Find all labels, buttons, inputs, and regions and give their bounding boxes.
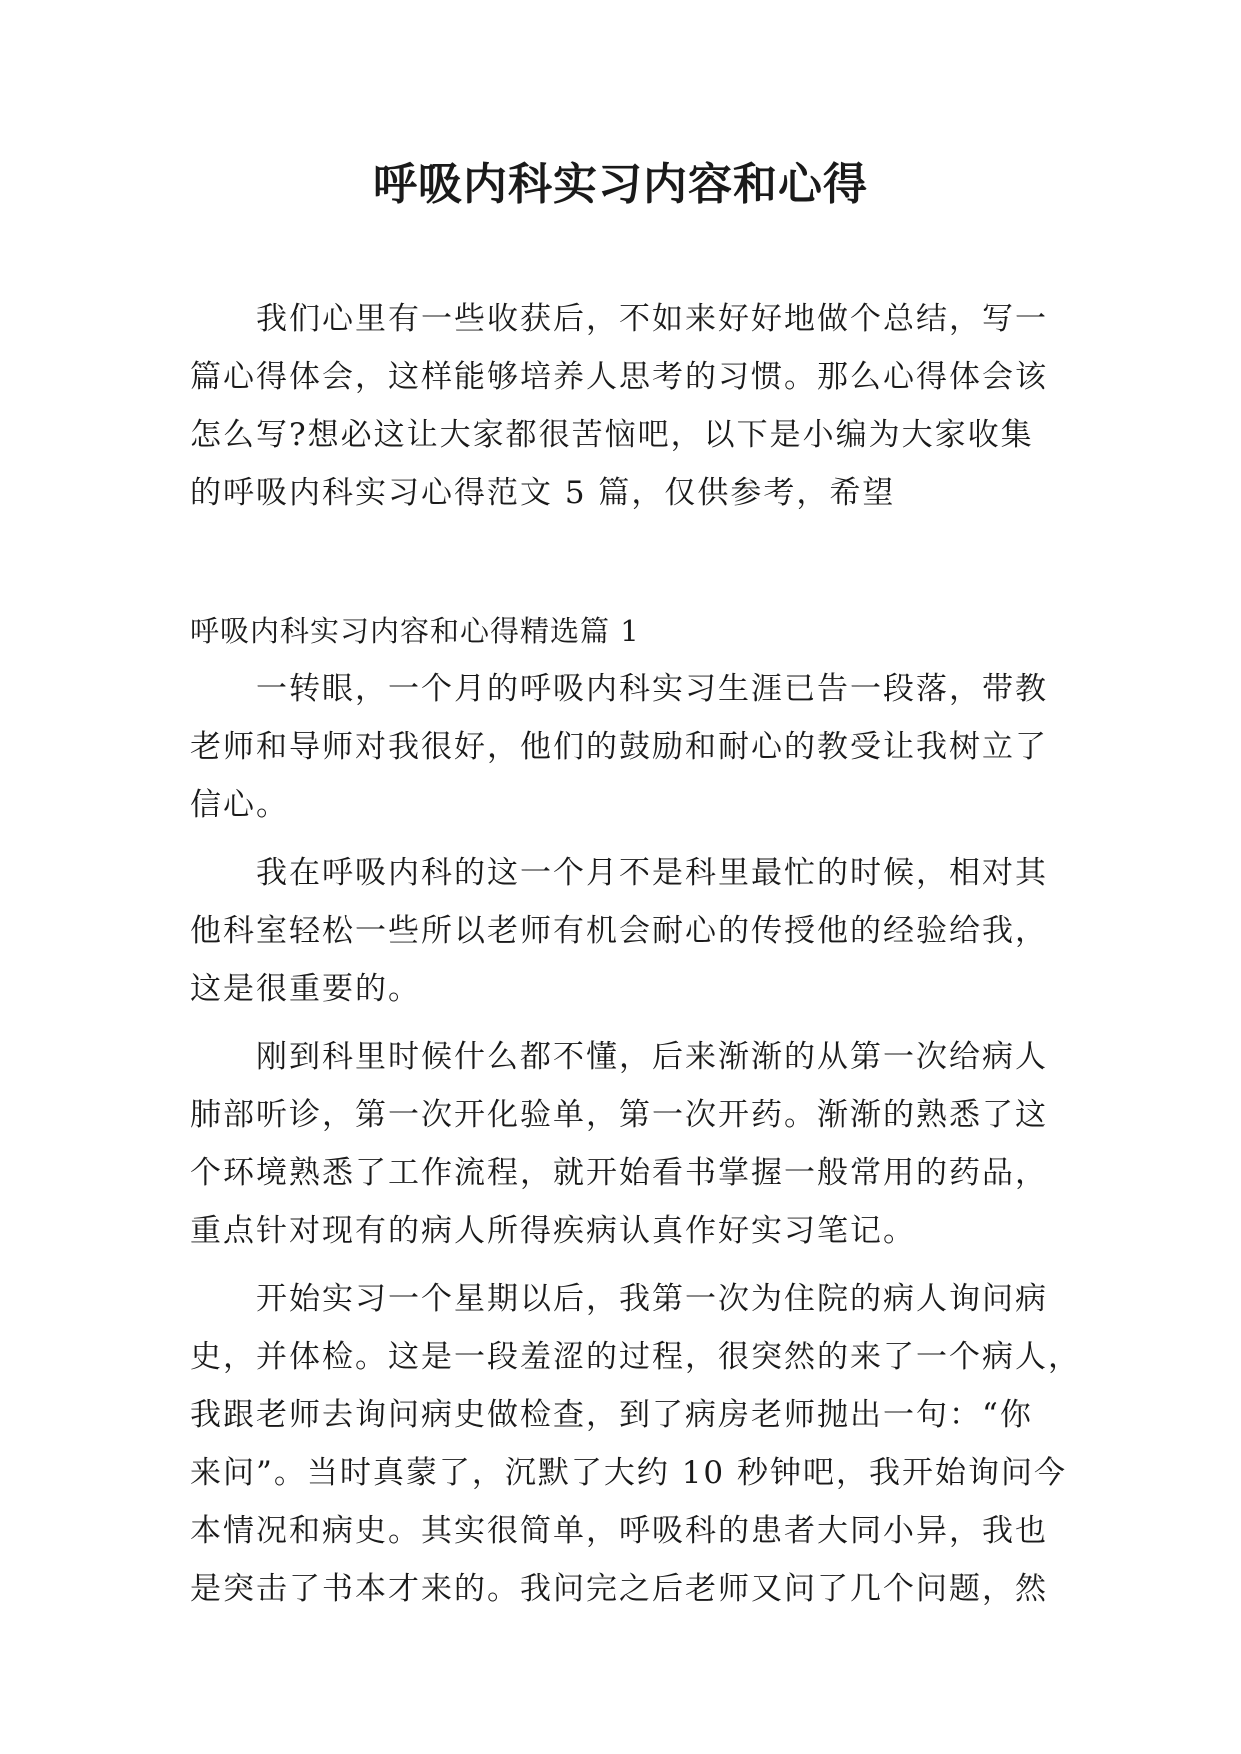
paragraph-line: 一转眼，一个月的呼吸内科实习生涯已告一段落，带教 <box>256 671 1048 707</box>
paragraph-line: 是突击了书本才来的。我问完之后老师又问了几个问题，然 <box>190 1571 1048 1607</box>
document-title: 呼吸内科实习内容和心得 <box>373 159 868 210</box>
intro-line: 我们心里有一些收获后，不如来好好地做个总结，写一 <box>256 301 1048 337</box>
spacer <box>190 522 1050 602</box>
body-paragraph <box>190 844 1050 1018</box>
paragraph-line: 这是很重要的。 <box>190 971 421 1007</box>
paragraph-line: 老师和导师对我很好，他们的鼓励和耐心的教受让我树立了 <box>190 729 1048 765</box>
document-body <box>190 290 1081 1618</box>
intro-line: 篇心得体会，这样能够培养人思考的习惯。那么心得体会该 <box>190 359 1048 395</box>
section-heading: 呼吸内科实习内容和心得精选篇 1 <box>190 614 640 648</box>
intro-line: 的呼吸内科实习心得范文 5 篇，仅供参考，希望 <box>190 475 896 511</box>
paragraph-line: 我在呼吸内科的这一个月不是科里最忙的时候，相对其 <box>256 855 1048 891</box>
paragraph-line: 他科室轻松一些所以老师有机会耐心的传授他的经验给我， <box>190 913 1048 949</box>
paragraph-line: 开始实习一个星期以后，我第一次为住院的病人询问病 <box>256 1281 1048 1317</box>
paragraph-line: 本情况和病史。其实很简单，呼吸科的患者大同小异，我也 <box>190 1513 1048 1549</box>
body-paragraph <box>190 660 1050 834</box>
paragraph-line: 重点针对现有的病人所得疾病认真作好实习笔记。 <box>190 1213 916 1249</box>
paragraph-line: 刚到科里时候什么都不懂，后来渐渐的从第一次给病人 <box>256 1039 1048 1075</box>
paragraph-line: 我跟老师去询问病史做检查，到了病房老师抛出一句：“你 <box>190 1397 1033 1433</box>
paragraph-line: 肺部听诊，第一次开化验单，第一次开药。渐渐的熟悉了这 <box>190 1097 1048 1133</box>
body-paragraph <box>190 1270 1081 1618</box>
paragraph-line: 信心。 <box>190 787 289 823</box>
paragraph-line: 史，并体检。这是一段羞涩的过程，很突然的来了一个病人， <box>190 1339 1081 1375</box>
body-paragraph <box>190 1028 1050 1260</box>
paragraph-line: 来问”。当时真蒙了，沉默了大约 10 秒钟吧，我开始询问今 <box>190 1455 1067 1491</box>
intro-paragraph <box>190 290 1050 522</box>
intro-line: 怎么写?想必这让大家都很苦恼吧，以下是小编为大家收集 <box>190 417 1034 453</box>
paragraph-line: 个环境熟悉了工作流程，就开始看书掌握一般常用的药品， <box>190 1155 1048 1191</box>
